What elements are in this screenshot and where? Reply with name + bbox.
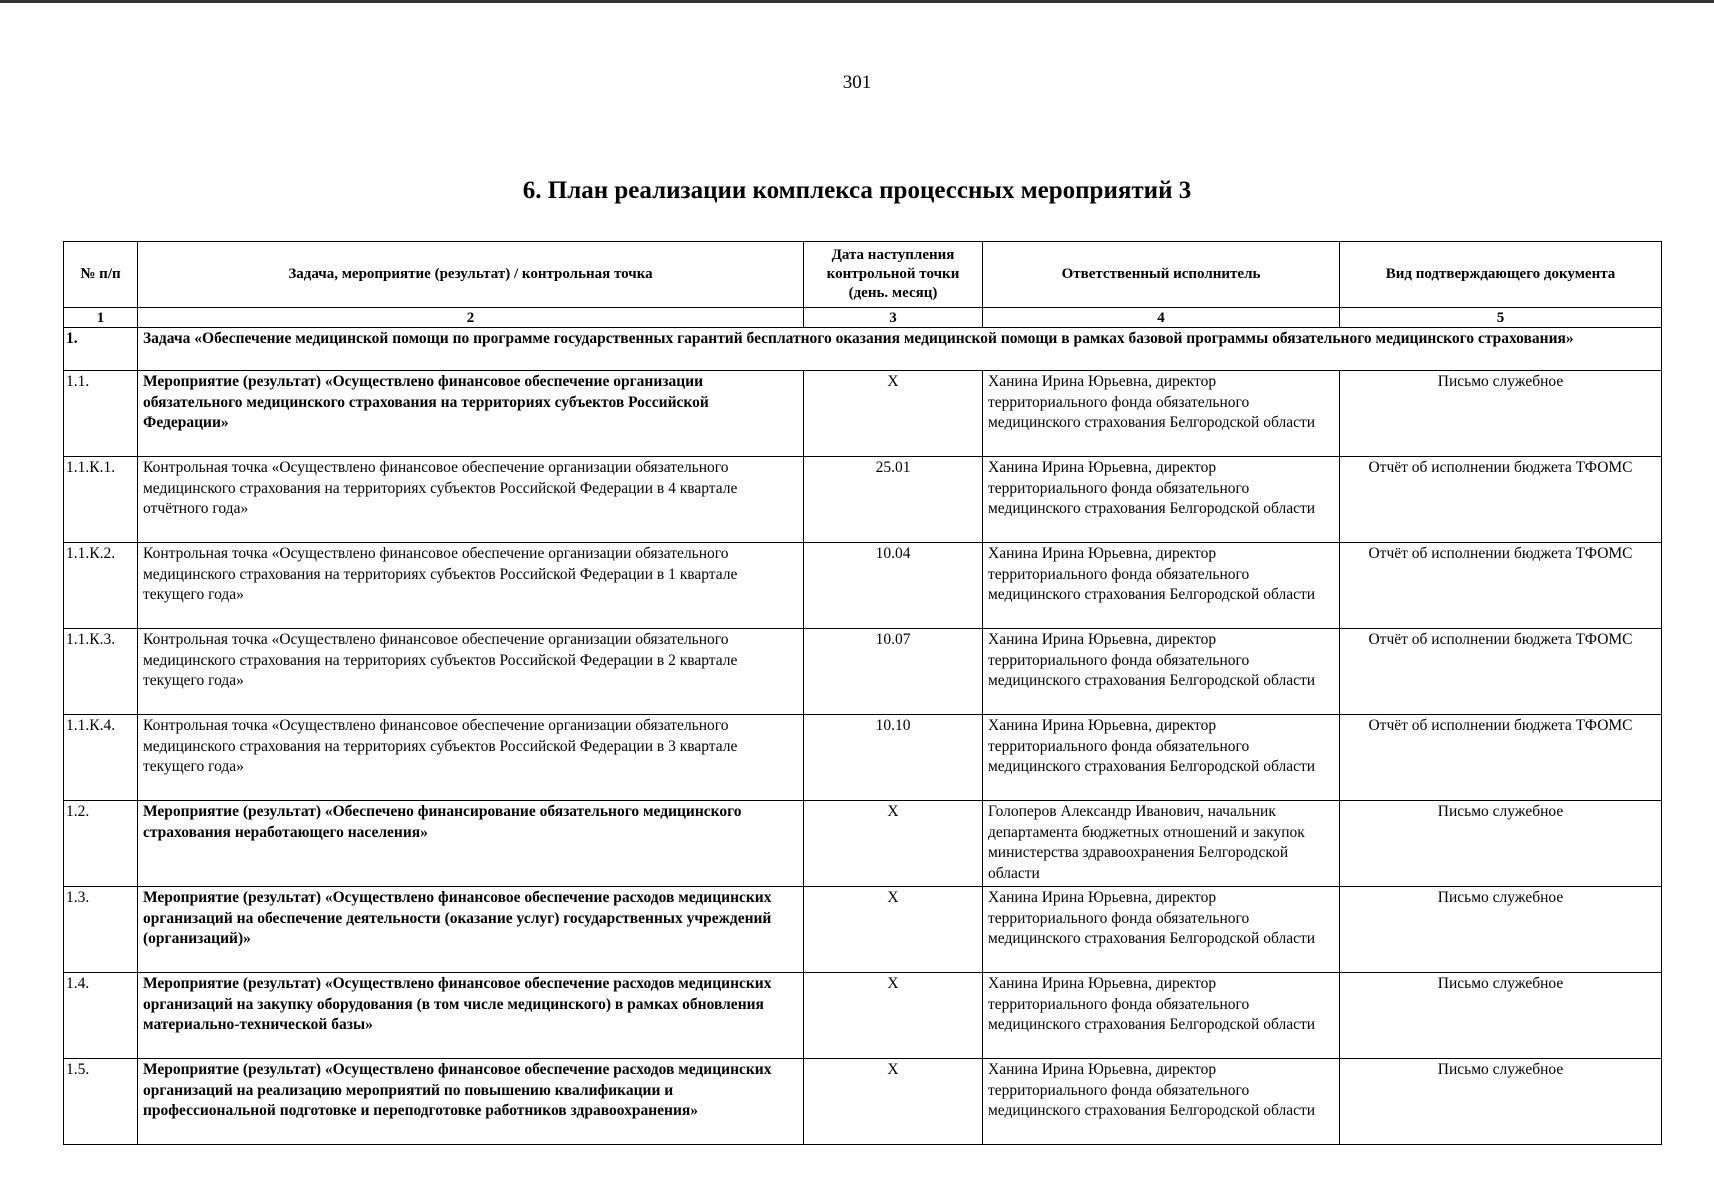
row-date: Х bbox=[804, 973, 983, 1059]
table-row bbox=[64, 801, 1662, 887]
column-number: 3 bbox=[804, 308, 983, 328]
row-responsible: Ханина Ирина Юрьевна, директор территориального фонда обязательного медицинского страхования Белгородской области bbox=[983, 1059, 1340, 1145]
row-responsible: Ханина Ирина Юрьевна, директор территориального фонда обязательного медицинского страхования Белгородской области bbox=[983, 457, 1340, 543]
row-num: 1.2. bbox=[64, 801, 138, 887]
header-date: Дата наступления контрольной точки (день. месяц) bbox=[804, 242, 983, 308]
row-num: 1.5. bbox=[64, 1059, 138, 1145]
row-num: 1.1.К.3. bbox=[64, 629, 138, 715]
table-row bbox=[64, 887, 1662, 973]
row-num: 1.3. bbox=[64, 887, 138, 973]
row-num: 1.1.К.2. bbox=[64, 543, 138, 629]
row-date: 10.04 bbox=[804, 543, 983, 629]
header-document: Вид подтверждающего документа bbox=[1340, 242, 1662, 308]
row-num: 1.1.К.4. bbox=[64, 715, 138, 801]
row-text: Мероприятие (результат) «Осуществлено финансовое обеспечение расходов медицинских организаций на реализацию мероприятий по повышению квалификации и профессиональной подготовке и переподготовке работников здравоохранения» bbox=[138, 1059, 804, 1145]
row-text: Мероприятие (результат) «Осуществлено финансовое обеспечение расходов медицинских организаций на обеспечение деятельности (оказание услуг) государственных учреждений (организаций)» bbox=[138, 887, 804, 973]
header-num: № п/п bbox=[64, 242, 138, 308]
row-document: Письмо служебное bbox=[1340, 973, 1662, 1059]
table-row bbox=[64, 371, 1662, 457]
row-date: Х bbox=[804, 1059, 983, 1145]
row-text: Контрольная точка «Осуществлено финансовое обеспечение организации обязательного медицинского страхования на территориях субъектов Российской Федерации в 2 квартале текущего года» bbox=[138, 629, 804, 715]
row-responsible: Ханина Ирина Юрьевна, директор территориального фонда обязательного медицинского страхования Белгородской области bbox=[983, 715, 1340, 801]
column-number: 1 bbox=[64, 308, 138, 328]
column-number: 5 bbox=[1340, 308, 1662, 328]
header-responsible: Ответственный исполнитель bbox=[983, 242, 1340, 308]
header-row bbox=[64, 242, 1662, 308]
table-row bbox=[64, 973, 1662, 1059]
row-text: Контрольная точка «Осуществлено финансовое обеспечение организации обязательного медицинского страхования на территориях субъектов Российской Федерации в 4 квартале отчётного года» bbox=[138, 457, 804, 543]
table-row bbox=[64, 457, 1662, 543]
table-row bbox=[64, 629, 1662, 715]
row-responsible: Ханина Ирина Юрьевна, директор территориального фонда обязательного медицинского страхования Белгородской области bbox=[983, 543, 1340, 629]
column-number: 2 bbox=[138, 308, 804, 328]
table-row bbox=[64, 715, 1662, 801]
table-row bbox=[64, 1059, 1662, 1145]
page-title: 6. План реализации комплекса процессных мероприятий 3 bbox=[522, 177, 1192, 204]
row-responsible: Голоперов Александр Иванович, начальник департамента бюджетных отношений и закупок министерства здравоохранения Белгородской области bbox=[983, 801, 1340, 887]
row-responsible: Ханина Ирина Юрьевна, директор территориального фонда обязательного медицинского страхования Белгородской области bbox=[983, 973, 1340, 1059]
top-border-line bbox=[0, 0, 1714, 3]
row-responsible: Ханина Ирина Юрьевна, директор территориального фонда обязательного медицинского страхования Белгородской области bbox=[983, 371, 1340, 457]
task-row bbox=[64, 328, 1662, 371]
row-text: Мероприятие (результат) «Осуществлено финансовое обеспечение организации обязательного медицинского страхования на территориях субъектов Российской Федерации» bbox=[138, 371, 804, 457]
task-num: 1. bbox=[64, 328, 138, 371]
header-task: Задача, мероприятие (результат) / контрольная точка bbox=[138, 242, 804, 308]
row-document: Отчёт об исполнении бюджета ТФОМС bbox=[1340, 457, 1662, 543]
row-date: 10.07 bbox=[804, 629, 983, 715]
row-num: 1.4. bbox=[64, 973, 138, 1059]
column-number: 4 bbox=[983, 308, 1340, 328]
row-document: Письмо служебное bbox=[1340, 371, 1662, 457]
plan-table bbox=[63, 241, 1662, 1145]
row-text: Мероприятие (результат) «Обеспечено финансирование обязательного медицинского страхования неработающего населения» bbox=[138, 801, 804, 887]
page-number: 301 bbox=[842, 72, 872, 93]
row-date: 10.10 bbox=[804, 715, 983, 801]
row-date: 25.01 bbox=[804, 457, 983, 543]
row-date: Х bbox=[804, 887, 983, 973]
row-text: Мероприятие (результат) «Осуществлено финансовое обеспечение расходов медицинских организаций на закупку оборудования (в том числе медицинского) в рамках обновления материально-технической базы» bbox=[138, 973, 804, 1059]
row-document: Письмо служебное bbox=[1340, 887, 1662, 973]
row-text: Контрольная точка «Осуществлено финансовое обеспечение организации обязательного медицинского страхования на территориях субъектов Российской Федерации в 3 квартале текущего года» bbox=[138, 715, 804, 801]
row-date: Х bbox=[804, 801, 983, 887]
table-row bbox=[64, 543, 1662, 629]
row-document: Отчёт об исполнении бюджета ТФОМС bbox=[1340, 543, 1662, 629]
row-num: 1.1.К.1. bbox=[64, 457, 138, 543]
row-document: Отчёт об исполнении бюджета ТФОМС bbox=[1340, 715, 1662, 801]
task-text: Задача «Обеспечение медицинской помощи по программе государственных гарантий бесплатного оказания медицинской помощи в рамках базовой программы обязательного медицинского страхования» bbox=[138, 328, 1662, 371]
row-responsible: Ханина Ирина Юрьевна, директор территориального фонда обязательного медицинского страхования Белгородской области bbox=[983, 887, 1340, 973]
row-num: 1.1. bbox=[64, 371, 138, 457]
row-document: Отчёт об исполнении бюджета ТФОМС bbox=[1340, 629, 1662, 715]
row-document: Письмо служебное bbox=[1340, 801, 1662, 887]
row-text: Контрольная точка «Осуществлено финансовое обеспечение организации обязательного медицинского страхования на территориях субъектов Российской Федерации в 1 квартале текущего года» bbox=[138, 543, 804, 629]
row-date: Х bbox=[804, 371, 983, 457]
row-document: Письмо служебное bbox=[1340, 1059, 1662, 1145]
column-number-row bbox=[64, 308, 1662, 328]
row-responsible: Ханина Ирина Юрьевна, директор территориального фонда обязательного медицинского страхования Белгородской области bbox=[983, 629, 1340, 715]
